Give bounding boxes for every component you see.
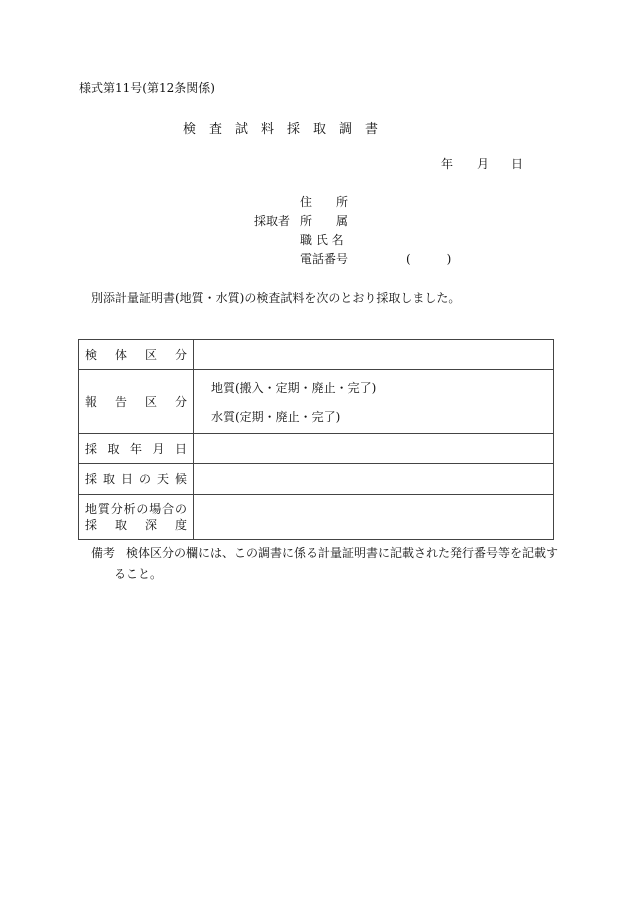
remarks-label: 備考: [91, 546, 116, 560]
name-label: 職 氏 名: [300, 233, 344, 247]
date-year-label: 年: [441, 157, 454, 171]
row-label: 地質分析の場合の: [85, 502, 187, 516]
address-label: 住 所: [300, 195, 349, 209]
sample-table: [78, 339, 554, 540]
table-row: [79, 434, 554, 464]
table-row: [79, 370, 554, 434]
table-row: [79, 495, 554, 540]
specimen-category-field[interactable]: [194, 340, 554, 370]
date-day-label: 日: [511, 157, 524, 171]
phone-parens: ( ): [406, 252, 452, 266]
date-month-label: 月: [477, 157, 490, 171]
intro-text: 別添計量証明書(地質・水質)の検査試料を次のとおり採取しました。: [91, 291, 461, 305]
row-label: 報 告 区 分: [85, 394, 187, 409]
table-row: [79, 340, 554, 370]
remarks-line1: 検体区分の欄には、この調書に係る計量証明書に記載された発行番号等を記載す: [126, 546, 559, 560]
document-title: 検 査 試 料 採 取 調 書: [183, 122, 379, 137]
collector-label: 採取者: [254, 214, 291, 228]
affiliation-label: 所 属: [300, 214, 349, 228]
weather-field[interactable]: [194, 464, 554, 495]
table-row: [79, 464, 554, 495]
sampling-depth-field[interactable]: [194, 495, 554, 540]
form-number: 様式第11号(第12条関係): [79, 81, 215, 95]
remarks-line2: ること。: [114, 567, 163, 581]
row-label: 採 取 日 の 天 候: [85, 472, 187, 486]
row-label-line2: 採 取 深 度: [85, 518, 187, 532]
sampling-date-field[interactable]: [194, 434, 554, 464]
report-option-soil[interactable]: 地質(搬入・定期・廃止・完了): [211, 380, 377, 395]
row-label: 検 体 区 分: [85, 347, 187, 362]
phone-label: 電話番号: [300, 252, 349, 266]
report-option-water[interactable]: 水質(定期・廃止・完了): [211, 409, 341, 424]
report-category-field[interactable]: [194, 370, 554, 434]
row-label: 採 取 年 月 日: [85, 441, 187, 456]
